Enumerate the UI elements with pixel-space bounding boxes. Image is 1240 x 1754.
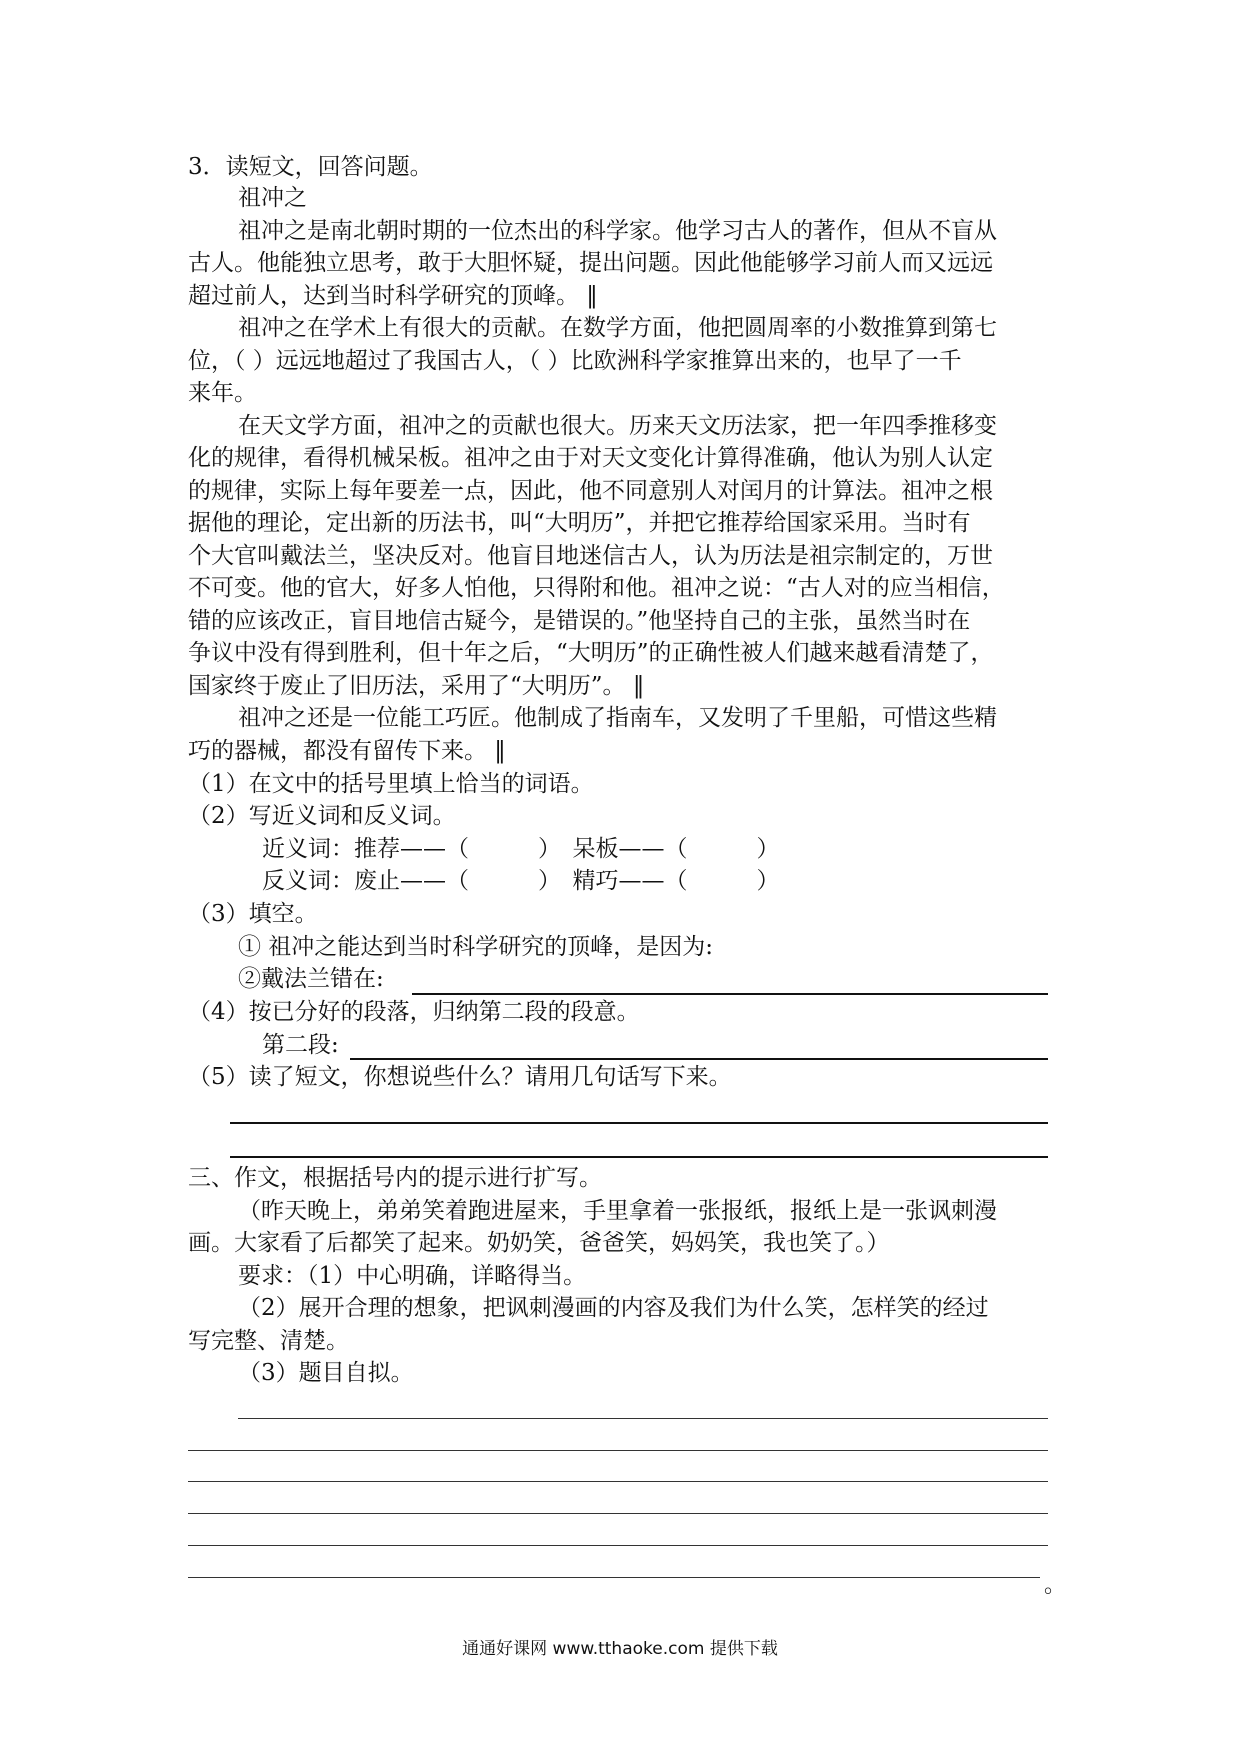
essay-writing-line[interactable]: [238, 1418, 1048, 1419]
sub-question-4: （4）按已分好的段落，归纳第二段的段意。: [188, 999, 640, 1025]
passage-line: 超过前人，达到当时科学研究的顶峰。 ‖: [188, 283, 598, 309]
essay-prompt-line: （昨天晚上，弟弟笑着跑进屋来，手里拿着一张报纸，报纸上是一张讽刺漫: [238, 1198, 997, 1224]
passage-line: 争议中没有得到胜利，但十年之后，“大明历”的正确性被人们越来越看清楚了，: [188, 640, 994, 666]
passage-line: 国家终于废止了旧历法，采用了“大明历”。 ‖: [188, 673, 645, 699]
essay-writing-line[interactable]: [188, 1513, 1048, 1514]
sub-question-2: （2）写近义词和反义词。: [188, 803, 456, 829]
sub-question-5: （5）读了短文，你想说些什么？请用几句话写下来。: [188, 1064, 732, 1090]
answer-line[interactable]: [230, 1122, 1048, 1124]
essay-prompt-line: 画。大家看了后都笑了起来。奶奶笑，爸爸笑，妈妈笑，我也笑了。）: [188, 1230, 890, 1256]
passage-line: 祖冲之还是一位能工巧匠。他制成了指南车，又发明了千里船，可惜这些精: [238, 705, 997, 731]
essay-requirement-1: 要求：（1）中心明确，详略得当。: [238, 1263, 587, 1289]
sub-question-1: （1）在文中的括号里填上恰当的词语。: [188, 771, 594, 797]
passage-line: 不可变。他的官大，好多人怕他，只得附和他。祖冲之说：“古人对的应当相信，: [188, 575, 1005, 601]
passage-line: 在天文学方面，祖冲之的贡献也很大。历来天文历法家，把一年四季推移变: [238, 413, 997, 439]
essay-heading: 三、作文，根据括号内的提示进行扩写。: [188, 1165, 602, 1191]
passage-line: 的规律，实际上每年要差一点，因此，他不同意别人对闰月的计算法。祖冲之根: [188, 478, 993, 504]
answer-line[interactable]: [230, 1156, 1048, 1158]
antonym-line: 反义词：废止——（ ） 精巧——（ ）: [262, 868, 780, 894]
sub-question-3: （3）填空。: [188, 901, 318, 927]
passage-line: 祖冲之是南北朝时期的一位杰出的科学家。他学习古人的著作，但从不盲从: [238, 218, 997, 244]
essay-requirement-2: （2）展开合理的想象，把讽刺漫画的内容及我们为什么笑，怎样笑的经过: [238, 1295, 989, 1321]
answer-line[interactable]: [412, 993, 1048, 995]
essay-writing-line[interactable]: [188, 1481, 1048, 1482]
sub-question-4a: 第二段:: [262, 1032, 339, 1058]
page-footer: 通通好课网 www.tthaoke.com 提供下载: [462, 1639, 778, 1659]
passage-line: 古人。他能独立思考，敢于大胆怀疑，提出问题。因此他能够学习前人而又远远: [188, 250, 993, 276]
passage-line: 据他的理论，定出新的历法书，叫“大明历”，并把它推荐给国家采用。当时有: [188, 510, 971, 536]
essay-writing-line[interactable]: [188, 1450, 1048, 1451]
passage-line: 来年。: [188, 380, 257, 406]
passage-line: 个大官叫戴法兰，坚决反对。他盲目地迷信古人，认为历法是祖宗制定的，万世: [188, 543, 993, 569]
passage-title: 祖冲之: [238, 185, 307, 211]
sub-question-3a: ① 祖冲之能达到当时科学研究的顶峰，是因为:: [238, 934, 714, 960]
passage-line: 化的规律，看得机械呆板。祖冲之由于对天文变化计算得准确，他认为别人认定: [188, 445, 993, 471]
sub-question-3b: ②戴法兰错在:: [238, 966, 384, 992]
answer-line[interactable]: [350, 1058, 1048, 1060]
synonym-line: 近义词：推荐——（ ） 呆板——（ ）: [262, 836, 780, 862]
passage-line: 错的应该改正，盲目地信古疑今，是错误的。”他坚持自己的主张，虽然当时在: [188, 608, 971, 634]
passage-line: 巧的器械，都没有留传下来。 ‖: [188, 738, 506, 764]
passage-line: 位，（ ）远远地超过了我国古人，（ ）比欧洲科学家推算出来的，也早了一千: [188, 348, 962, 374]
essay-requirement-3: （3）题目自拟。: [238, 1360, 414, 1386]
essay-end-mark: 。: [1044, 1573, 1067, 1598]
essay-writing-line[interactable]: [188, 1577, 1040, 1578]
essay-writing-line[interactable]: [188, 1545, 1048, 1546]
question-3-heading: 3．读短文，回答问题。: [188, 154, 433, 180]
passage-line: 祖冲之在学术上有很大的贡献。在数学方面，他把圆周率的小数推算到第七: [238, 315, 997, 341]
essay-requirement-2-cont: 写完整、清楚。: [188, 1328, 349, 1354]
